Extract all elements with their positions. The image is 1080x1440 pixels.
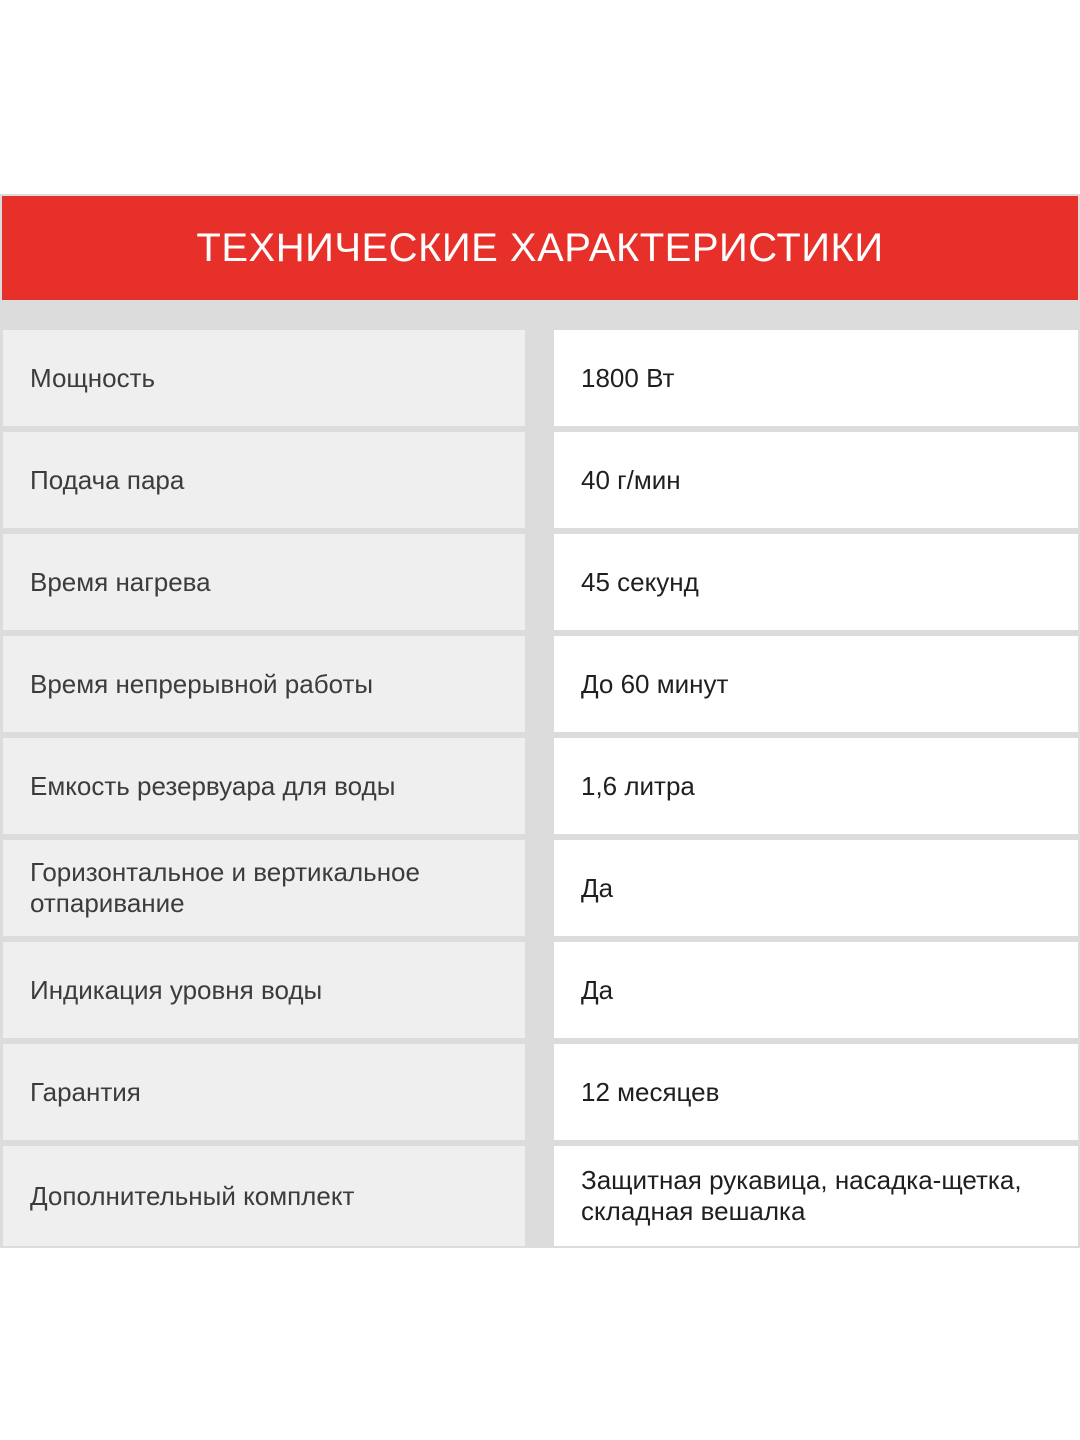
spec-row <box>0 1146 1080 1246</box>
spec-value: 40 г/мин <box>581 464 681 495</box>
spec-label-cell <box>3 534 525 630</box>
spec-label: Время непрерывной работы <box>30 668 374 699</box>
spec-value-cell <box>554 942 1078 1038</box>
spec-label: Индикация уровня воды <box>30 974 323 1005</box>
spec-value-cell <box>554 1044 1078 1140</box>
spec-label-cell <box>3 1146 525 1246</box>
spec-value-cell <box>554 1146 1078 1246</box>
spec-label-cell <box>3 330 525 426</box>
spec-row <box>0 738 1080 834</box>
spec-label: Мощность <box>30 362 156 393</box>
spec-label-cell <box>3 636 525 732</box>
spec-label: Подача пара <box>30 464 185 495</box>
spec-label-cell <box>3 1044 525 1140</box>
spec-label: Время нагрева <box>30 566 211 597</box>
spec-header-title: ТЕХНИЧЕСКИЕ ХАРАКТЕРИСТИКИ <box>196 225 884 270</box>
spec-value-cell <box>554 330 1078 426</box>
spec-label: Гарантия <box>30 1076 141 1107</box>
spec-row <box>0 534 1080 630</box>
spec-row <box>0 942 1080 1038</box>
spec-row <box>0 1044 1080 1140</box>
spec-table <box>0 194 1080 1248</box>
spec-value-cell <box>554 840 1078 936</box>
spec-label-cell <box>3 942 525 1038</box>
spec-value-cell <box>554 738 1078 834</box>
spec-label: Емкость резервуара для воды <box>30 770 396 801</box>
spec-value: Защитная рукавица, насадка-щетка, складная вешалка <box>581 1165 1022 1226</box>
spec-row <box>0 432 1080 528</box>
spec-value: 45 секунд <box>581 566 699 597</box>
spec-row <box>0 636 1080 732</box>
spec-value: 1,6 литра <box>581 770 695 801</box>
spec-value: 12 месяцев <box>581 1076 720 1107</box>
spec-label: Горизонтальное и вертикальное отпаривание <box>30 857 420 918</box>
spec-row <box>0 330 1080 426</box>
spec-value-cell <box>554 432 1078 528</box>
spec-value: Да <box>581 974 614 1005</box>
spec-value-cell <box>554 636 1078 732</box>
spec-rows <box>0 194 1080 1248</box>
spec-value: Да <box>581 872 614 903</box>
spec-label: Дополнительный комплект <box>30 1180 355 1211</box>
spec-value-cell <box>554 534 1078 630</box>
spec-value: 1800 Вт <box>581 362 675 393</box>
spec-row <box>0 840 1080 936</box>
spec-label-cell <box>3 840 525 936</box>
spec-label-cell <box>3 432 525 528</box>
spec-value: До 60 минут <box>581 668 729 699</box>
spec-label-cell <box>3 738 525 834</box>
